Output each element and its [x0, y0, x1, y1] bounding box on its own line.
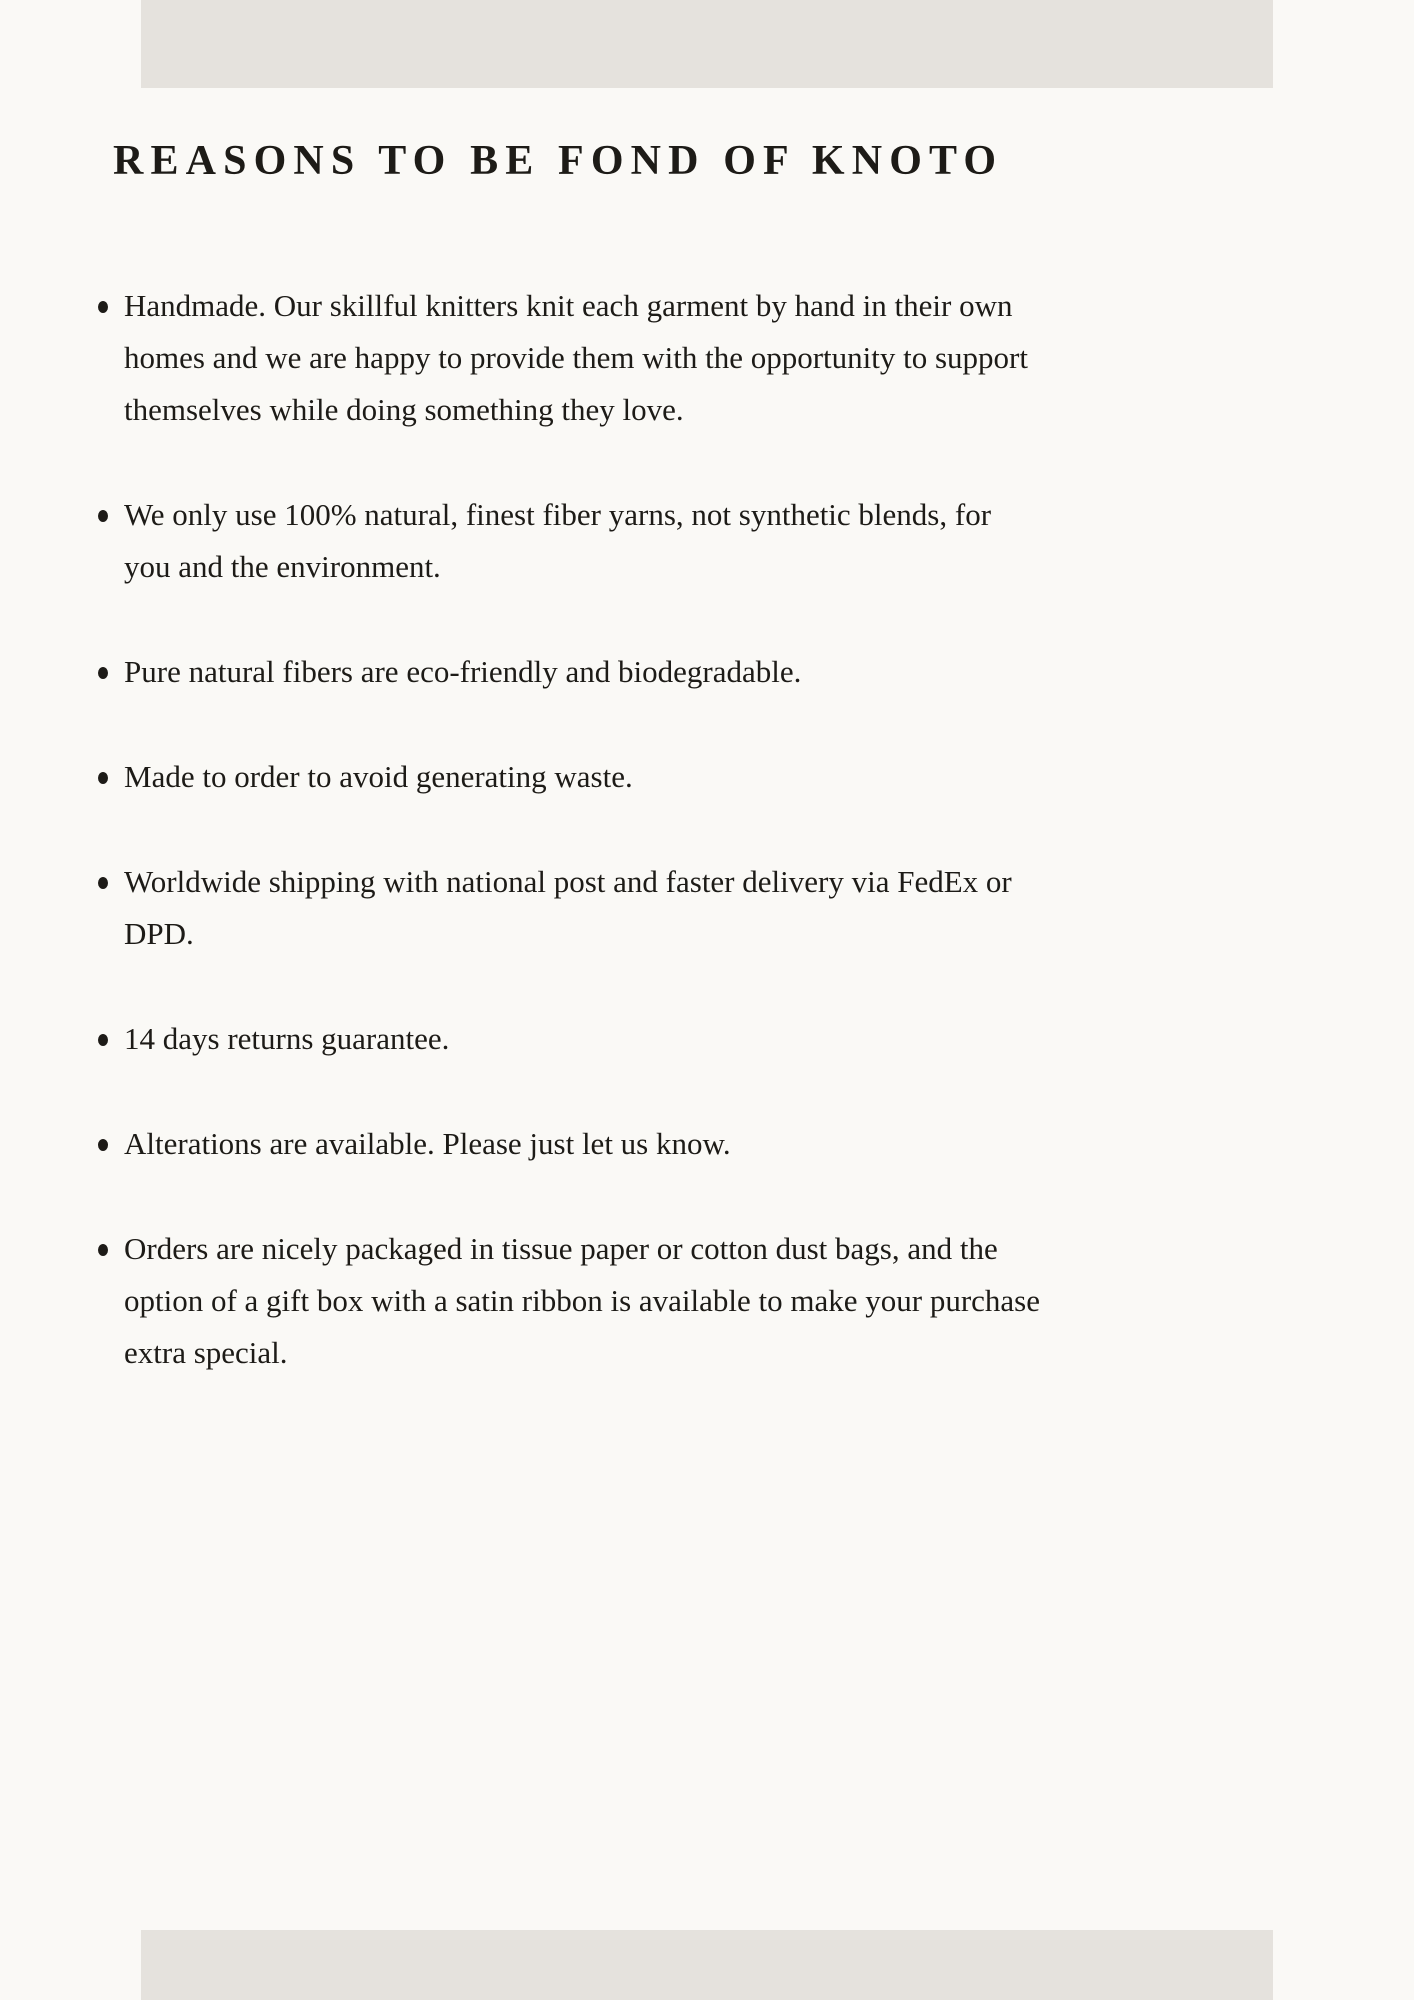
list-item-text: Handmade. Our skillful knitters knit each garment by hand in their own homes and we are happy to provide them with the opportunity to support themselves while doing something they love. — [124, 288, 1028, 427]
list-item — [95, 489, 1294, 593]
list-item — [95, 751, 1294, 803]
bullet-icon — [95, 1118, 124, 1170]
list-item — [95, 280, 1294, 436]
list-item-text: Orders are nicely packaged in tissue paper or cotton dust bags, and the option of a gift box with a satin ribbon is available to make your purchase extra special. — [124, 1231, 1040, 1370]
bullet-icon — [95, 489, 124, 541]
bottom-decorative-band — [141, 1930, 1273, 2000]
bullet-icon — [95, 646, 124, 698]
list-item-text: We only use 100% natural, finest fiber yarns, not synthetic blends, for you and the environment. — [124, 497, 992, 584]
list-item — [95, 646, 1294, 698]
list-item — [95, 1223, 1294, 1379]
bullet-icon — [95, 751, 124, 803]
list-item-text: Alterations are available. Please just let us know. — [124, 1126, 731, 1161]
list-item — [95, 1013, 1294, 1065]
bullet-icon — [95, 1223, 124, 1275]
list-item-text: Worldwide shipping with national post and faster delivery via FedEx or DPD. — [124, 864, 1012, 951]
bullet-icon — [95, 280, 124, 332]
list-item-text: Pure natural fibers are eco-friendly and biodegradable. — [124, 654, 802, 689]
page-title: REASONS TO BE FOND OF KNOTO — [113, 138, 1004, 184]
list-item-text: Made to order to avoid generating waste. — [124, 759, 633, 794]
list-item — [95, 1118, 1294, 1170]
reasons-list — [95, 280, 1294, 1379]
list-item-text: 14 days returns guarantee. — [124, 1021, 450, 1056]
bullet-icon — [95, 856, 124, 908]
bullet-icon — [95, 1013, 124, 1065]
list-item — [95, 856, 1294, 960]
